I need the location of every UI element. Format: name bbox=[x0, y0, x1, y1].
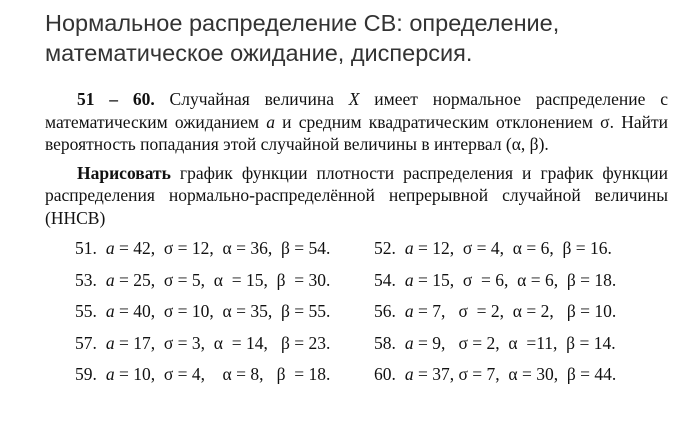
variants-row bbox=[75, 296, 675, 328]
variant-params: = 7, σ = 2, α = 2, β = 10. bbox=[413, 301, 617, 322]
variable-a: a bbox=[266, 111, 275, 132]
variant-params: = 40, σ = 10, α = 35, β = 55. bbox=[114, 301, 331, 322]
variant-item bbox=[75, 270, 374, 291]
variant-var-a: a bbox=[404, 269, 414, 290]
variant-params: = 42, σ = 12, α = 36, β = 54. bbox=[114, 238, 331, 259]
variant-var-a: a bbox=[105, 364, 115, 385]
variant-var-a: a bbox=[404, 364, 414, 385]
variants-grid bbox=[75, 233, 675, 391]
variant-item bbox=[374, 238, 673, 259]
variants-row bbox=[75, 233, 675, 265]
task-statement bbox=[45, 162, 668, 230]
variant-item bbox=[374, 301, 673, 322]
variant-params: = 9, σ = 2, α =11, β = 14. bbox=[413, 332, 616, 353]
problem-document bbox=[45, 88, 668, 229]
variant-number: 60. bbox=[374, 364, 396, 385]
variant-var-a: a bbox=[105, 269, 115, 290]
variable-x: X bbox=[348, 89, 360, 109]
variant-item bbox=[374, 270, 673, 291]
problem-range-label: 51 – 60. bbox=[77, 89, 155, 109]
variant-var-a: a bbox=[404, 332, 414, 353]
variant-item bbox=[75, 364, 374, 385]
problem-text-2: имеет нормальное распределение с математическим ожиданием bbox=[45, 89, 669, 132]
variant-item bbox=[374, 333, 673, 354]
variant-var-a: a bbox=[404, 301, 414, 322]
variants-row bbox=[75, 359, 675, 391]
variant-number: 58. bbox=[374, 332, 396, 353]
variant-number: 54. bbox=[374, 269, 396, 290]
variant-number: 59. bbox=[75, 364, 97, 385]
variant-params: = 12, σ = 4, α = 6, β = 16. bbox=[413, 238, 612, 259]
variants-row bbox=[75, 328, 675, 360]
variant-var-a: a bbox=[105, 238, 115, 259]
variant-var-a: a bbox=[105, 332, 115, 353]
variant-number: 52. bbox=[374, 238, 396, 259]
variant-var-a: a bbox=[404, 238, 414, 259]
variant-item bbox=[374, 364, 673, 385]
variant-item bbox=[75, 238, 374, 259]
variant-params: = 15, σ = 6, α = 6, β = 18. bbox=[413, 269, 617, 290]
variant-number: 53. bbox=[75, 269, 97, 290]
variant-var-a: a bbox=[105, 301, 115, 322]
task-bold-label: Нарисовать bbox=[77, 162, 171, 183]
variant-number: 57. bbox=[75, 332, 97, 353]
variant-number: 55. bbox=[75, 301, 97, 322]
page-title: Нормальное распределение СВ: определение, математическое ожидание, дисперсия. bbox=[45, 10, 560, 66]
variant-params: = 17, σ = 3, α = 14, β = 23. bbox=[114, 332, 331, 353]
variant-params: = 25, σ = 5, α = 15, β = 30. bbox=[114, 269, 331, 290]
task-text: график функции плотности распределения и график функции распределения нормально-распределённой непрерывной случайной величины (ННСВ) bbox=[45, 162, 668, 228]
variant-number: 51. bbox=[75, 238, 97, 259]
variants-row bbox=[75, 265, 675, 297]
variant-params: = 10, σ = 4, α = 8, β = 18. bbox=[114, 364, 331, 385]
variant-item bbox=[75, 333, 374, 354]
problem-text-1: Случайная величина bbox=[154, 89, 349, 109]
variant-number: 56. bbox=[374, 301, 396, 322]
problem-statement bbox=[45, 88, 668, 156]
problem-text-3: и средним квадратическим отклонением σ. Найти вероятность попадания этой случайной величины в интервал (α, β). bbox=[45, 111, 668, 154]
variant-params: = 37, σ = 7, α = 30, β = 44. bbox=[413, 364, 617, 385]
variant-item bbox=[75, 301, 374, 322]
